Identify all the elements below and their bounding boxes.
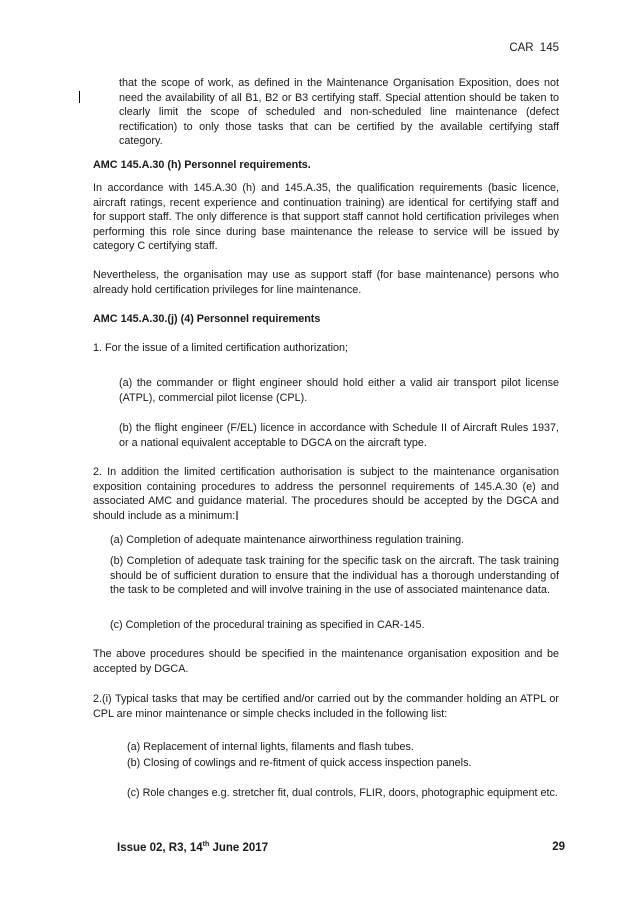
amc-j-heading: AMC 145.A.30.(j) (4) Personnel requirements bbox=[93, 313, 321, 325]
amc-h-heading: AMC 145.A.30 (h) Personnel requirements. bbox=[93, 159, 311, 171]
list-item-2 bbox=[93, 465, 559, 523]
document-code: CAR 145 bbox=[509, 42, 559, 54]
list-item-1a: (a) the commander or flight engineer should hold either a valid air transport pilot license (ATPL), commercial pilot license (CPL). bbox=[119, 377, 559, 404]
change-bar bbox=[79, 91, 80, 103]
issue-prefix: Issue 02, R3, 14 bbox=[117, 841, 203, 854]
list-item-2c: (c) Completion of the procedural training as specified in CAR-145. bbox=[110, 619, 425, 631]
list-item-1b: (b) the flight engineer (F/EL) licence in accordance with Schedule II of Aircraft Rules 1937, or a national equivalent acceptable to DGCA on the aircraft type. bbox=[119, 422, 559, 449]
list-item-2b: (b) Completion of adequate task training for the specific task on the aircraft. The task training should be of sufficient duration to ensure that the individual has a thorough understanding of the task to be completed and will involve training in the use of associated maintenance data. bbox=[110, 555, 559, 596]
list-item-1: 1. For the issue of a limited certification authorization; bbox=[93, 342, 349, 354]
task-item-a: (a) Replacement of internal lights, filaments and flash tubes. bbox=[127, 741, 414, 753]
list-item-2i: 2.(i) Typical tasks that may be certified and/or carried out by the commander holding an ATPL or CPL are minor maintenance or simple checks included in the following list: bbox=[93, 693, 559, 720]
task-item-b: (b) Closing of cowlings and re-fitment of quick access inspection panels. bbox=[127, 757, 472, 769]
task-item-c: (c) Role changes e.g. stretcher fit, dual controls, FLIR, doors, photographic equipment etc. bbox=[127, 787, 558, 799]
amc-h-paragraph-2: Nevertheless, the organisation may use as support staff (for base maintenance) persons who already hold certification privileges for line maintenance. bbox=[93, 269, 559, 296]
list-item-2a: (a) Completion of adequate maintenance airworthiness regulation training. bbox=[110, 534, 465, 546]
issue-info bbox=[117, 841, 268, 854]
text-cursor-mark bbox=[236, 511, 238, 520]
continuation-paragraph: that the scope of work, as defined in the Maintenance Organisation Exposition, does not need the availability of all B1, B2 or B3 certifying staff. Special attention should be taken to clearly limit the scope of scheduled and non-scheduled line maintenance (defect rectification) to only those tasks that can be certified by the available certifying staff category. bbox=[119, 77, 559, 147]
issue-date: June 2017 bbox=[209, 841, 269, 854]
list-item-2-text: 2. In addition the limited certification authorisation is subject to the maintenance organisation exposition containing procedures to address the personnel requirements of 145.A.30 (e) and associated AMC and guidance material. The procedures should be accepted by the DGCA and should include as a minimum: bbox=[93, 466, 559, 522]
amc-h-paragraph-1: In accordance with 145.A.30 (h) and 145.A.35, the qualification requirements (basic licence, aircraft ratings, recent experience and continuation training) are identical for certifying staff and for support staff. The only difference is that support staff cannot hold certification privileges when performing this role since during base maintenance the release to service will be issued by category C certifying staff. bbox=[93, 182, 559, 252]
closing-paragraph: The above procedures should be specified in the maintenance organisation exposition and be accepted by DGCA. bbox=[93, 648, 559, 675]
issue-day-suffix: th bbox=[202, 841, 210, 848]
page-number: 29 bbox=[552, 841, 565, 853]
